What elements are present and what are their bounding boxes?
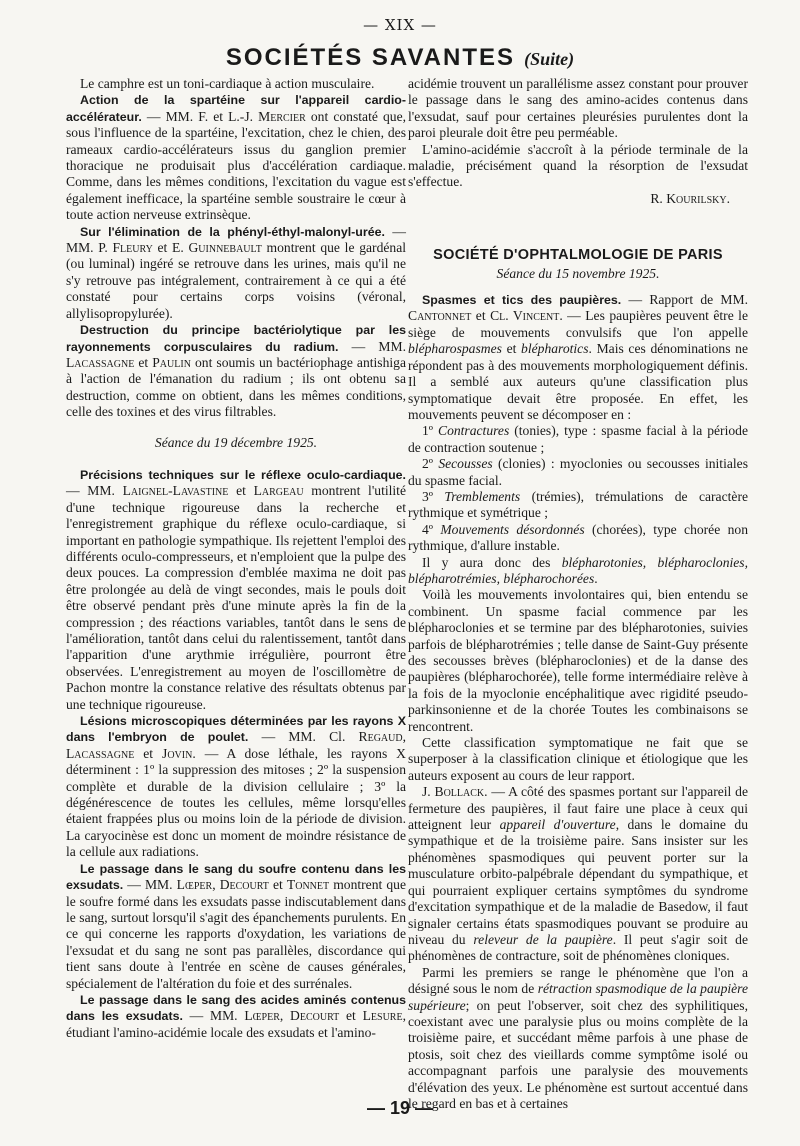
text: , bbox=[402, 729, 406, 745]
paragraph-blepharo bbox=[408, 555, 748, 588]
text: ; on peut l'observer, soit chez des syphilitiques, coexistant avec une paralysie plus ou moins complète de la troisième paire, et succédant même parfois à une phase de ptosis, soit chez des vieillards comme symptôme isolé ou accompagnant parfois une paralysie des mouvements d'élévation des yeux. Le phénomène est surtout accentué dans le regard en bas et à certaines bbox=[408, 997, 748, 1111]
author-name: Guinnebault bbox=[188, 240, 262, 256]
text: . — A dose léthale, les rayons X déterminent : 1º la suppression des mitoses ; 2º la suspension complète et durable de la division cellulaire ; 3º la dégénérescence de toutes les cellules, même lorsqu'elles étaient frappées plus ou moins loin de la période de division. La caryocinèse est donc un moment de moindre résistance de la cellule aux radiations. bbox=[66, 745, 406, 860]
paragraph-spasmes bbox=[408, 292, 748, 423]
author-name: Paulin bbox=[152, 354, 191, 370]
text: , bbox=[212, 877, 220, 893]
author-name: Lesure bbox=[362, 1008, 403, 1024]
paragraph-classification: Cette classification symptomatique ne fait que se superposer à la classification clinique et étiologique que les auteurs exposent au cours de leur rapport. bbox=[408, 735, 748, 783]
paragraph-camphre: Le camphre est un toni-cardiaque à action musculaire. bbox=[80, 76, 375, 91]
author-name: Lœper bbox=[244, 1008, 280, 1024]
text: montrent que le soufre formé dans les exsudats passe indiscutablement dans le sang, surtout lorsqu'il s'agit des épanchements purulents. En ce qui concerne les rapports d'oxydation, les variations de l'exsudat et du sang ne sont pas parallèles, discordance qui tient sans doute à l'entrée en scène de causes générales, spécialement de l'altération du foie et des surrénales. bbox=[66, 877, 407, 991]
left-column bbox=[66, 76, 406, 1091]
heading-lesions: Lésions microscopiques déterminées par les rayons X dans l'embryon de poulet. bbox=[66, 714, 406, 745]
society-heading: SOCIÉTÉ D'OPHTALMOLOGIE DE PARIS bbox=[433, 247, 723, 264]
text: et bbox=[471, 308, 491, 324]
term: releveur de la paupière bbox=[473, 931, 613, 947]
text: — MM. bbox=[66, 483, 123, 499]
paragraph-lesions bbox=[66, 713, 406, 861]
term: Tremblements bbox=[444, 488, 521, 504]
text: . Il peut s'agir soit de phénomènes de contracture, soit de phénomènes cloniques. bbox=[408, 931, 748, 964]
page-header bbox=[0, 44, 800, 72]
heading-destruction: Destruction du principe bactériolytique par les rayonnements corpusculaires du radium. bbox=[66, 323, 406, 354]
heading-elimination: Sur l'élimination de la phényl-éthyl-malonyl-urée. bbox=[80, 224, 385, 239]
text: ont soumis un bactériophage antishiga à l'action de l'émanation du radium ; ils ont obtenu sa destruction, comme on obtient, dans les mêmes conditions, celle des toxines et des virus filtrables. bbox=[66, 354, 406, 420]
paragraph-destruction bbox=[66, 322, 406, 420]
text: Il y aura donc des bbox=[422, 554, 562, 570]
paragraph-retraction bbox=[408, 965, 748, 1113]
text: et bbox=[134, 745, 163, 761]
paragraph-amino-acidemie: L'amino-acidémie s'accroît à la période terminale de la maladie, précisément quand la résorption de l'exsudat s'effectue. bbox=[408, 141, 748, 190]
author-name: Lœper bbox=[176, 877, 213, 893]
list-item bbox=[408, 423, 748, 456]
text: , étudiant l'amino-acidémie locale des exsudats et l'amino- bbox=[66, 1008, 406, 1040]
list-item bbox=[408, 522, 748, 555]
term: Mouvements désordonnés bbox=[440, 521, 585, 537]
term: Contractures bbox=[438, 423, 510, 439]
text: — MM. P. bbox=[66, 223, 406, 256]
paragraph-combinaisons: Voilà les mouvements involontaires qui, bien entendu se combinent. Un spasme facial commence par les blépharoclonies et se termine par des blépharotonies, suivies parfois de blépharotrémies ; telle danse de Saint-Guy présente des secousses brèves (blépharoclonies) et de la danse des paupières (blépharochorée), telle forme intermédiaire relève à la fois de la myoclonie encéphalitique avec rigidité pseudo-parkinsonienne et de la chorée Toutes les combinaisons se rencontrent. bbox=[408, 587, 748, 734]
list-number: 4º bbox=[422, 521, 441, 537]
author-name: Fleury bbox=[112, 240, 153, 256]
author-name: Cantonnet bbox=[408, 308, 472, 324]
text: ont constaté que, sous l'influence de la spartéine, l'excitation, chez le chien, des rameaux cardio-accélérateurs issus du ganglion premier thoracique ne produisait plus d'accélération cardiaque. Comme, dans les mêmes conditions, l'excitation du vague est également inefficace, la spartéine semble soustraire le cœur à toute action nerveuse extrinsèque. bbox=[66, 108, 406, 223]
paragraph-reflexe bbox=[66, 467, 406, 713]
page-number: — 19 — bbox=[366, 1098, 434, 1118]
list-number: 3º bbox=[422, 488, 445, 504]
text: (clonies) : myoclonies ou secousses initiales du spasme facial. bbox=[408, 456, 748, 488]
text: — MM. bbox=[123, 877, 177, 893]
text: , dans le domaine du sympathique et de la troisième paire. Sans insister sur les phénomènes spasmodiques qui peuvent porter sur la musculature orbito-palpébrale dépendant du sympathique, et qui pourraient expliquer certains symptômes du syndrome d'excitation sympathique et de la maladie de Basedow, il faut signaler certains états spasmodiques pouvant se produire au niveau du bbox=[408, 817, 748, 947]
term: blépharotics bbox=[521, 341, 589, 357]
text: montrent l'utilité d'une technique rigoureuse dans la recherche et l'enregistrement graphique du réflexe oculo-cardiaque, si important en pathologie sympathique. Ils rejettent l'emploi des différents oculo-compresseurs, et n'emploient que la pulpe des deux pouces. La compression d'emblée maxima ne doit pas être prolongée au delà de vingt secondes, mais le pouls doit être observé pendant près d'une minute après la fin de la compression ; des réactions variables, tantôt dans le sens de l'amélioration, tantôt dans celui du ralentissement, tantôt dans l'apparition d'une arythmie irrégulière, pourront être observées. L'enregistrement au moyen de l'oscillomètre de Pachon montre la constance relative des résultats obtenus par une technique rigoureuse. bbox=[66, 483, 406, 712]
text: et bbox=[501, 341, 522, 357]
right-column bbox=[408, 76, 748, 1111]
text: et bbox=[268, 877, 287, 893]
text: . — Les paupières peuvent être le siège de mouvements convulsifs que l'on appelle bbox=[408, 308, 748, 340]
text: Parmi les premiers se range le phénomène que l'on a désigné sous le nom de bbox=[408, 964, 748, 997]
term: rétraction spasmodique de la paupière supérieure bbox=[408, 981, 748, 1013]
paragraph-elimination bbox=[66, 224, 406, 322]
list-number: 2º bbox=[422, 456, 439, 472]
heading-soufre: Le passage dans le sang du soufre contenu dans les exsudats. bbox=[66, 861, 406, 893]
seance-heading: Séance du 15 novembre 1925. bbox=[496, 265, 660, 281]
author-name: Laignel-Lavastine bbox=[122, 483, 229, 499]
signature: R. Kourilsky. bbox=[650, 190, 730, 206]
paragraph-sparteine bbox=[66, 92, 406, 223]
heading-spasmes: Spasmes et tics des paupières. bbox=[422, 293, 622, 308]
author-name: Decourt bbox=[219, 877, 269, 893]
author-name: Jovin bbox=[162, 745, 193, 761]
text: , bbox=[279, 1008, 291, 1024]
text: . bbox=[594, 570, 598, 586]
text: — MM. bbox=[182, 1008, 245, 1024]
text: . — A côté des spasmes portant sur l'appareil de fermeture des paupières, il faut faire une place à ceux qui atteignent leur bbox=[408, 784, 748, 833]
author-name: Lacassagne bbox=[66, 745, 135, 761]
text: (trémies), trémulations de caractère rythmique et symétrique ; bbox=[408, 488, 748, 521]
author-name: Cl. Vincent bbox=[490, 308, 560, 324]
term: appareil d'ouverture bbox=[499, 817, 616, 833]
text: et E. bbox=[152, 240, 189, 256]
list-item bbox=[408, 456, 748, 489]
paragraph-acides-amines bbox=[66, 992, 406, 1041]
text: et bbox=[339, 1008, 363, 1024]
text: . Mais ces dénominations ne répondent pas à des mouvements morphologiquement définis. Il a semblé aux auteurs qu'une classification plus symptomatique devait être proposée. En effet, les mouvements peuvent se décomposer en : bbox=[408, 341, 748, 422]
text: — Rapport de MM. bbox=[621, 292, 748, 308]
author-name: J. Bollack bbox=[422, 784, 485, 800]
paragraph-soufre bbox=[66, 861, 406, 992]
author-name: Decourt bbox=[290, 1008, 340, 1024]
heading-acides-amines: Le passage dans le sang des acides aminés contenus dans les exsudats. bbox=[66, 992, 406, 1024]
text: montrent que le gardénal (ou luminal) ingéré se retrouve dans les urines, mais qu'il ne s'y retrouve pas intégralement, contrairement à ce qui a été constaté pour certains corps voisins (véronal, allylisopropylurée). bbox=[66, 240, 407, 321]
header-title: SOCIÉTÉS SAVANTES bbox=[225, 44, 516, 71]
list-number: 1º bbox=[422, 423, 438, 439]
text: — MM. bbox=[338, 338, 406, 354]
text: — MM. F. et L.-J. bbox=[141, 108, 259, 124]
text: — MM. Cl. bbox=[248, 729, 359, 745]
author-name: Regaud bbox=[358, 729, 403, 745]
term: blépharotonies, blépharoclonies, blépharotrémies, blépharochorées bbox=[408, 554, 748, 586]
author-name: Tonnet bbox=[286, 877, 330, 893]
header-suite: (Suite) bbox=[524, 49, 575, 69]
text: (chorées), type chorée non rythmique, d'allure instable. bbox=[408, 521, 748, 554]
paragraph-bollack bbox=[408, 784, 748, 964]
term: blépharospasmes bbox=[408, 341, 502, 357]
text: et bbox=[134, 354, 153, 370]
seance-heading: Séance du 19 décembre 1925. bbox=[154, 434, 318, 450]
term: Secousses bbox=[438, 456, 493, 472]
author-name: Mercier bbox=[258, 108, 306, 124]
text: et bbox=[228, 483, 254, 499]
text: (tonies), type : spasme facial à la période de contraction soutenue ; bbox=[408, 423, 748, 455]
author-name: Lacassagne bbox=[66, 354, 135, 370]
heading-reflexe: Précisions techniques sur le réflexe oculo-cardiaque. bbox=[80, 467, 406, 482]
heading-sparteine: Action de la spartéine sur l'appareil cardio-accélérateur. bbox=[66, 93, 406, 124]
list-item bbox=[408, 489, 748, 522]
roman-page-number: — XIX — bbox=[363, 16, 437, 34]
author-name: Largeau bbox=[253, 483, 304, 499]
paragraph-continuation: acidémie trouvent un parallélisme assez constant pour prouver le passage dans le sang des amino-acides contenus dans l'exsudat, sauf pour certaines pleurésies purulentes dont la paroi pleurale doit être peu perméable. bbox=[408, 76, 748, 141]
